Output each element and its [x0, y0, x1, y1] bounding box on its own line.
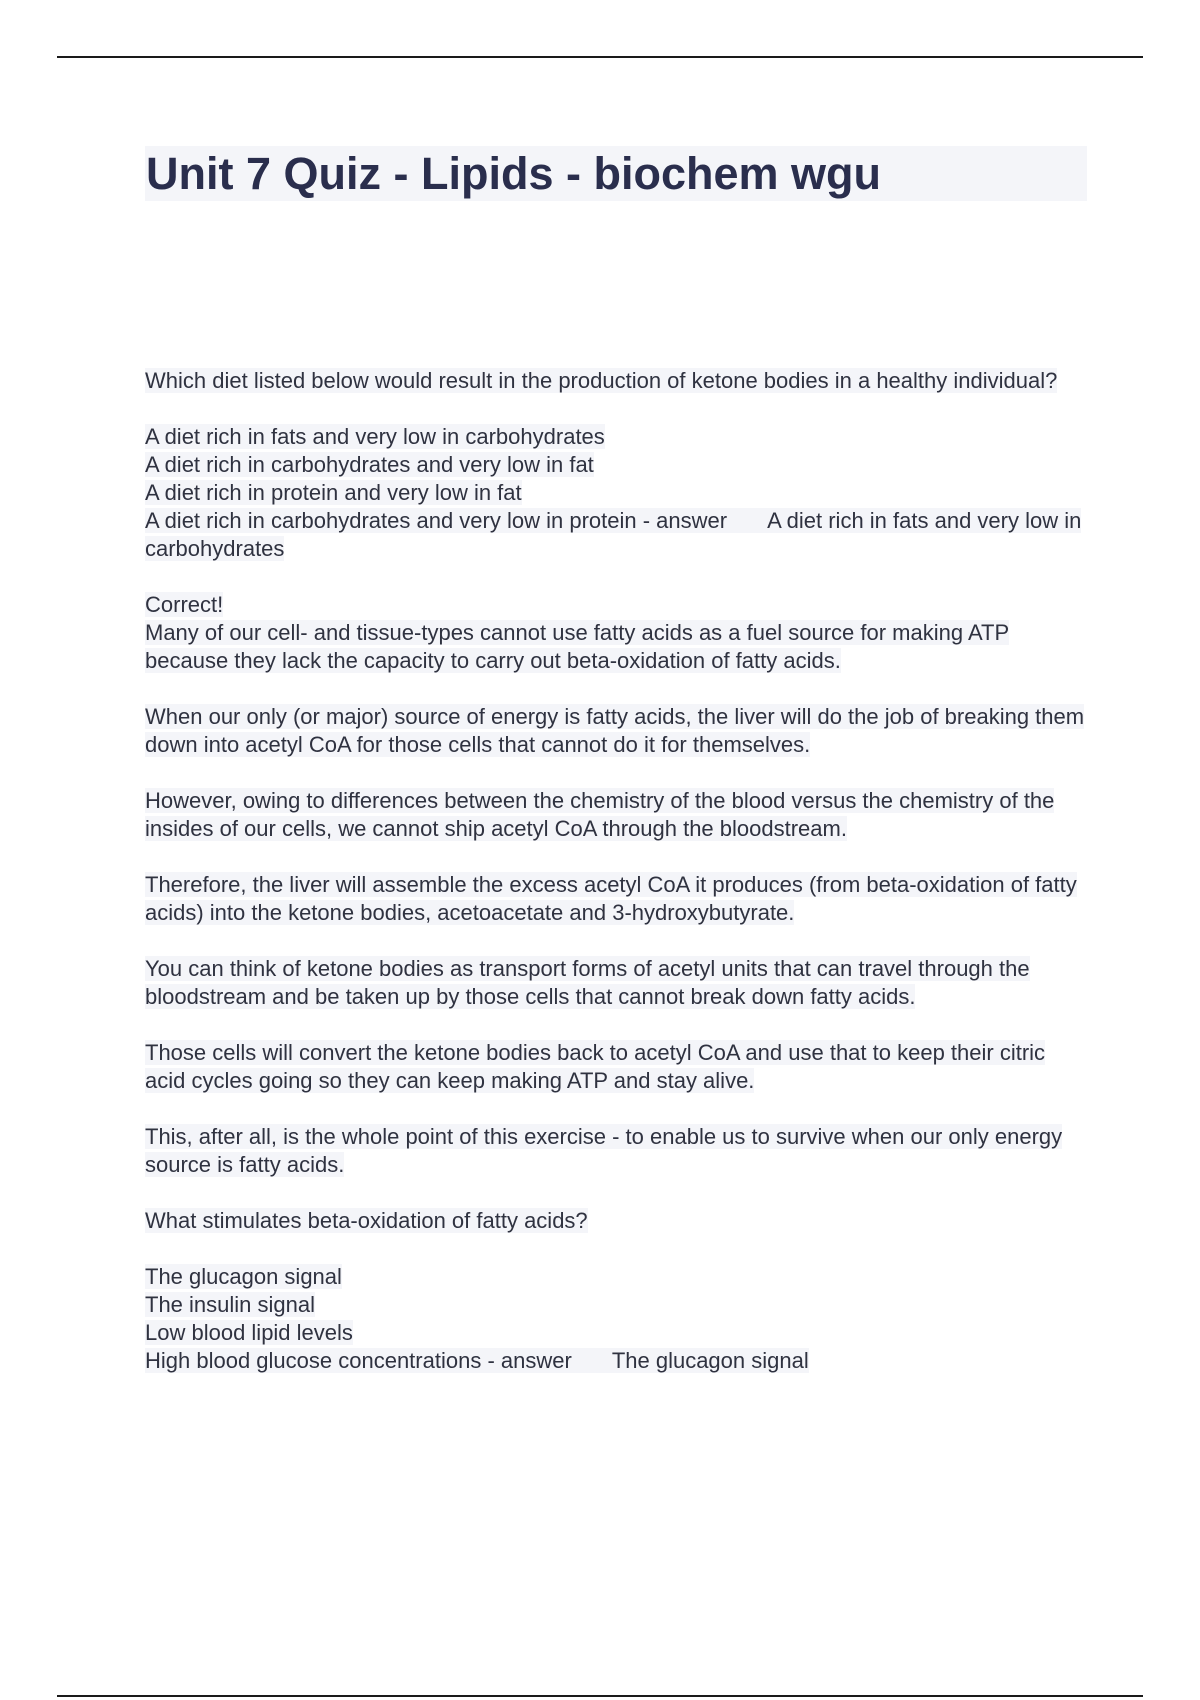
- question-2-answer: The glucagon signal: [611, 1348, 809, 1373]
- question-2-option-1: The glucagon signal: [145, 1264, 342, 1289]
- explanation-paragraph: [145, 787, 1090, 843]
- explanation-paragraph: [145, 1039, 1090, 1095]
- question-2-option-2: The insulin signal: [145, 1292, 315, 1317]
- question-2-option-4-answer-label: High blood glucose concentrations - answer: [145, 1348, 572, 1373]
- bottom-rule: [57, 1695, 1143, 1697]
- explanation-paragraph-2: When our only (or major) source of energy is fatty acids, the liver will do the job of breaking them down into acetyl CoA for those cells that cannot do it for themselves.: [145, 704, 1085, 757]
- question-1-options: [145, 423, 1090, 563]
- feedback-heading: Correct!: [145, 592, 224, 617]
- explanation-paragraph-5: You can think of ketone bodies as transport forms of acetyl units that can travel through the bloodstream and be taken up by those cells that cannot break down fatty acids.: [145, 956, 1030, 1009]
- question-2-options: [145, 1263, 1090, 1375]
- question-1-option-2: A diet rich in carbohydrates and very low in fat: [145, 452, 594, 477]
- explanation-paragraph: [145, 955, 1090, 1011]
- explanation-paragraph-7: This, after all, is the whole point of this exercise - to enable us to survive when our only energy source is fatty acids.: [145, 1124, 1063, 1177]
- question-2-prompt: What stimulates beta-oxidation of fatty acids?: [145, 1208, 588, 1233]
- question-1-feedback: [145, 591, 1090, 675]
- explanation-paragraph: [145, 1123, 1090, 1179]
- explanation-paragraph: [145, 703, 1090, 759]
- explanation-paragraph-1: Many of our cell- and tissue-types cannot use fatty acids as a fuel source for making ATP because they lack the capacity to carry out beta-oxidation of fatty acids.: [145, 620, 1010, 673]
- explanation-paragraph-6: Those cells will convert the ketone bodies back to acetyl CoA and use that to keep their citric acid cycles going so they can keep making ATP and stay alive.: [145, 1040, 1046, 1093]
- top-rule: [57, 56, 1143, 58]
- quiz-content: [145, 367, 1090, 1375]
- question-1-option-4-answer-label: A diet rich in carbohydrates and very low in protein - answer: [145, 508, 728, 533]
- question-1-answer: A diet rich in fats and very low in carbohydrates: [145, 508, 1082, 561]
- question-prompt: [145, 1207, 1090, 1235]
- question-2-option-3: Low blood lipid levels: [145, 1320, 353, 1345]
- document-title: Unit 7 Quiz - Lipids - biochem wgu: [146, 148, 881, 199]
- explanation-paragraph-4: Therefore, the liver will assemble the excess acetyl CoA it produces (from beta-oxidation of fatty acids) into the ketone bodies, acetoacetate and 3-hydroxybutyrate.: [145, 872, 1077, 925]
- explanation-paragraph-3: However, owing to differences between the chemistry of the blood versus the chemistry of the insides of our cells, we cannot ship acetyl CoA through the bloodstream.: [145, 788, 1055, 841]
- question-1-option-3: A diet rich in protein and very low in fat: [145, 480, 522, 505]
- explanation-paragraph: [145, 871, 1090, 927]
- question-1-option-1: A diet rich in fats and very low in carbohydrates: [145, 424, 605, 449]
- question-1-prompt: Which diet listed below would result in the production of ketone bodies in a healthy individual?: [145, 368, 1058, 393]
- question-prompt: [145, 367, 1090, 395]
